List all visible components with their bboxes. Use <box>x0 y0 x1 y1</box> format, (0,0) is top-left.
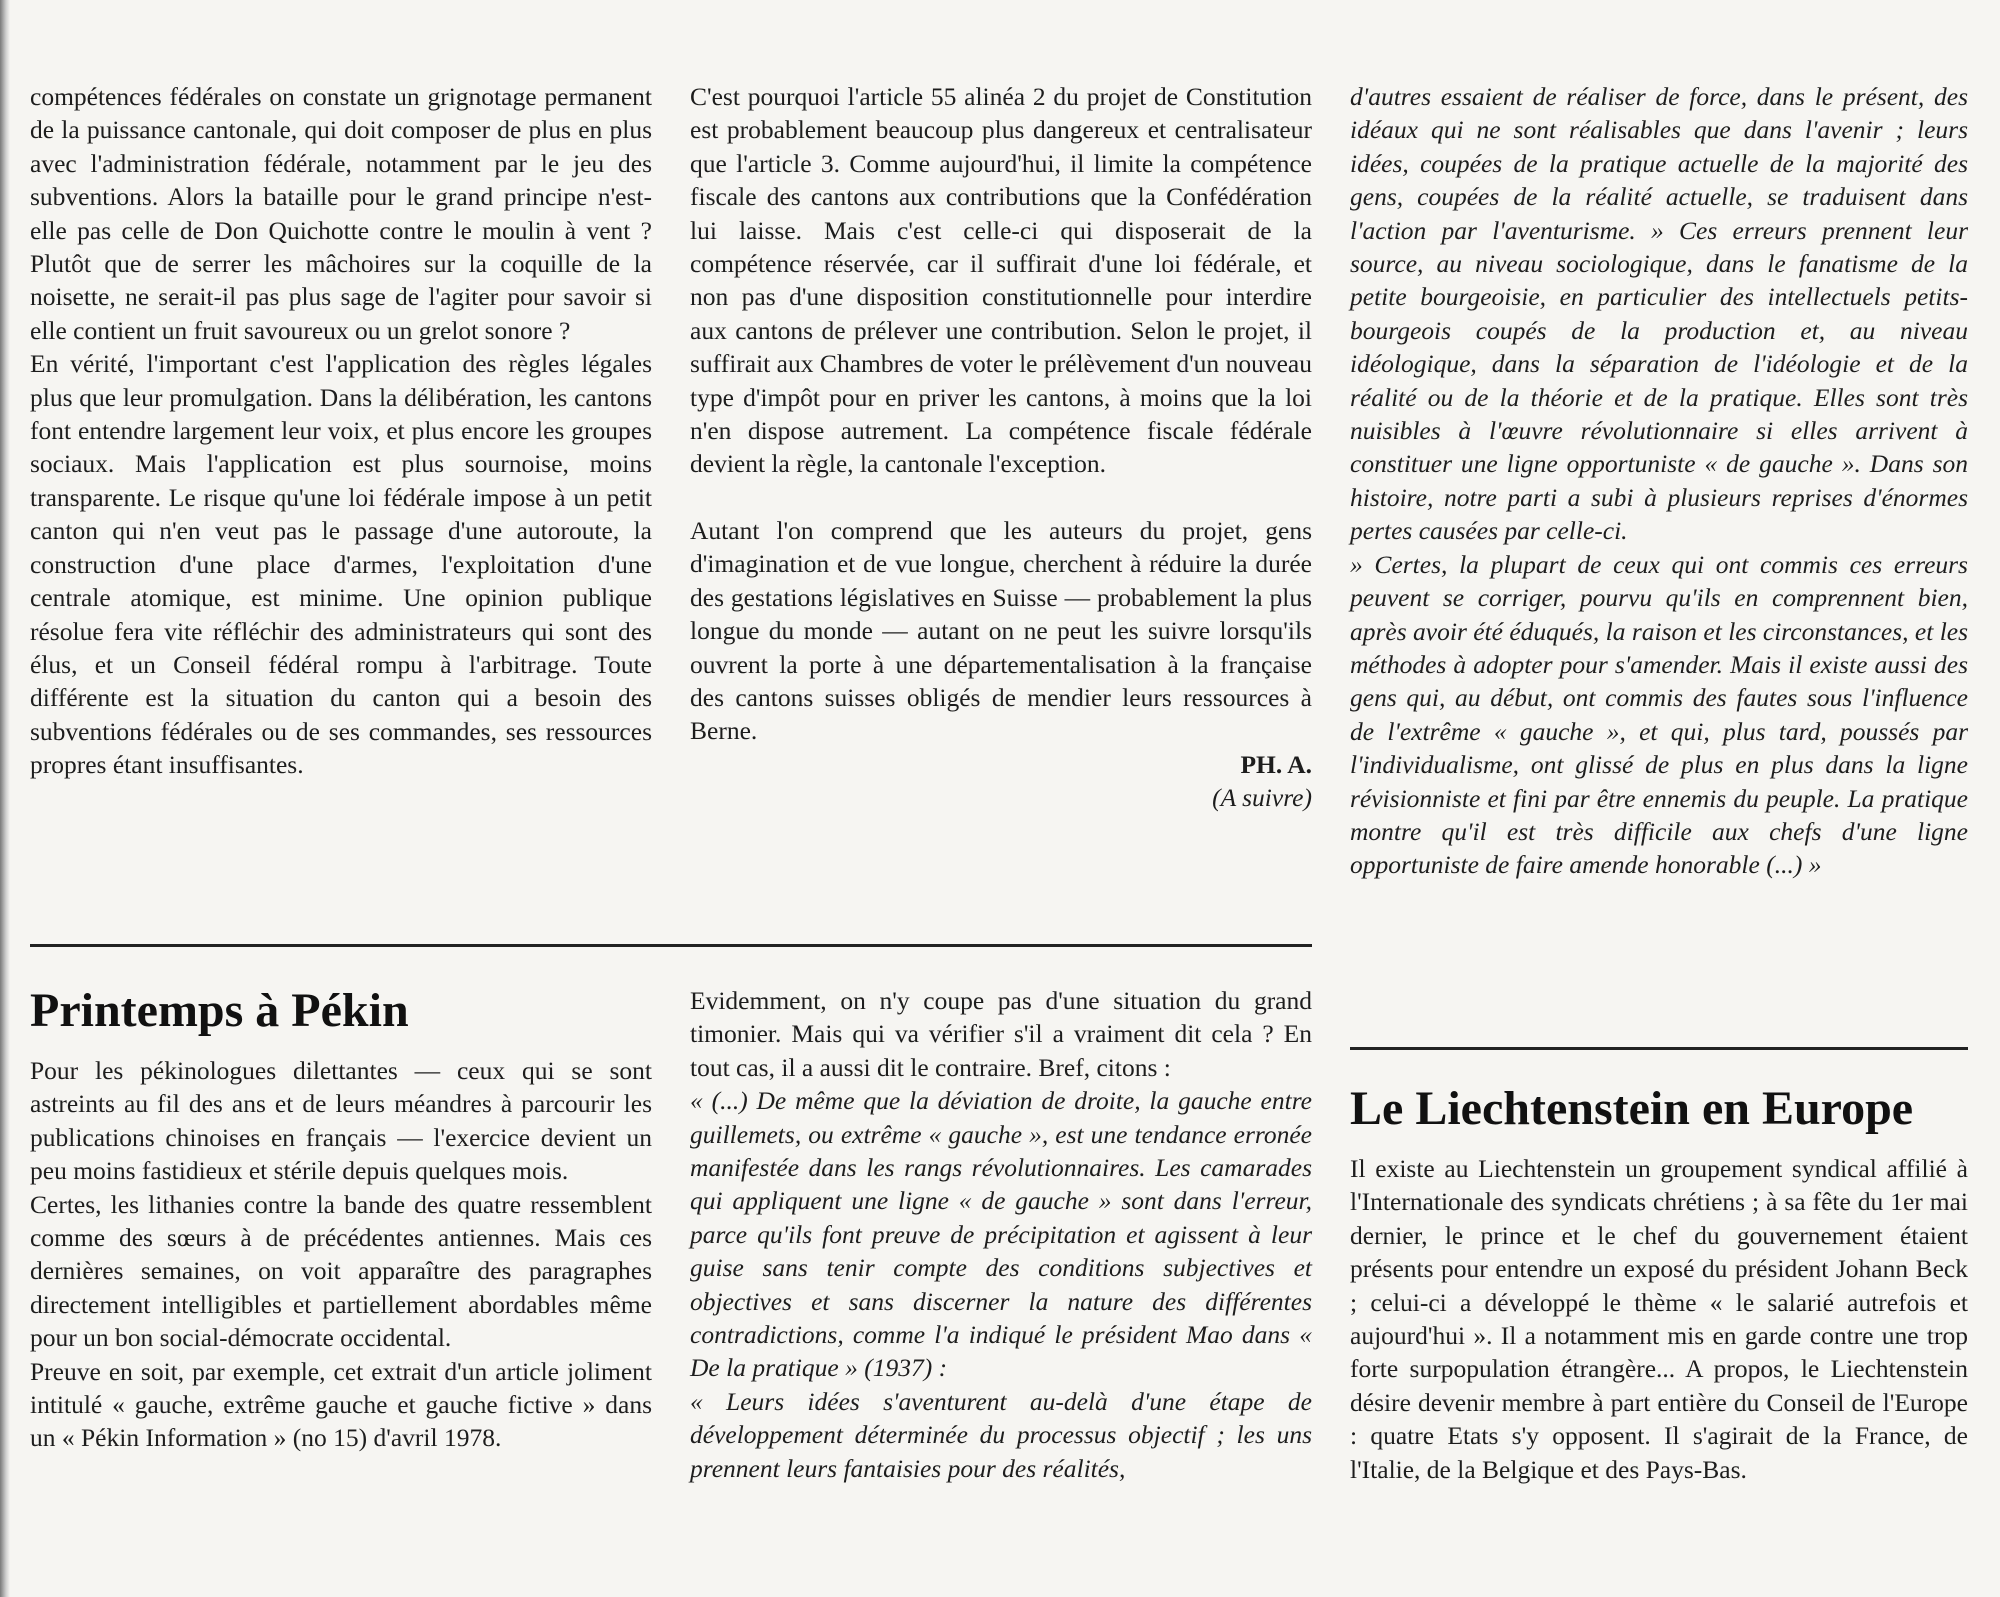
article2-paragraph: Certes, les lithanies contre la bande des quatre ressemblent comme des sœurs à de précédentes antiennes. Mais ces dernières semaines, on voit apparaître des paragraphes directement intelligibles et partiellement abordables même pour un bon social-démocrate occidental. <box>30 1189 652 1353</box>
article1-paragraph: compétences fédérales on constate un grignotage permanent de la puissance cantonale, qui doit composer de plus en plus avec l'administration fédérale, notamment par le jeu des subventions. Alors la bataille pour le grand principe n'est-elle pas celle de Don Quichotte contre le moulin à vent ? Plutôt que de serrer les mâchoires sur la coquille de la noisette, ne serait-il pas plus sage de l'agiter pour savoir si elle contient un fruit savoureux ou un grelot sonore ? <box>30 82 652 345</box>
author-signature: PH. A. <box>1240 749 1312 779</box>
article2-paragraph: Evidemment, on n'y coupe pas d'une situation du grand timonier. Mais qui va vérifier s'il a vraiment dit cela ? En tout cas, il a aussi dit le contraire. Bref, citons : <box>690 986 1312 1082</box>
page-edge-shadow <box>0 0 10 1597</box>
article3-headline: Le Liechtenstein en Europe <box>1350 1082 1914 1135</box>
article2-paragraph: Preuve en soit, par exemple, cet extrait d'un article joliment intitulé « gauche, extrême gauche et gauche fictive » dans un « Pékin Information » (no 15) d'avril 1978. <box>30 1356 652 1453</box>
article2-column-2 <box>690 984 1312 1485</box>
article2-column-3 <box>1350 80 1968 882</box>
article1-paragraph: En vérité, l'important c'est l'application des règles légales plus que leur promulgation. Dans la délibération, les cantons font entendre largement leur voix, et plus encore les groupes sociaux. Mais l'application est plus sournoise, moins transparente. Le risque qu'une loi fédérale impose à un petit canton qui n'en veut pas le passage d'une autoroute, la construction d'une place d'armes, l'exploitation d'une centrale atomique, est minime. Une opinion publique résolue fera vite réfléchir des administrateurs qui sont des élus, et un Conseil fédéral rompu à l'arbitrage. Toute différente est la situation du canton qui a besoin des subventions fédérales ou de ses commandes, ses ressources propres étant insuffisantes. <box>30 349 652 780</box>
article2-quote: « Leurs idées s'aventurent au-delà d'une étape de développement déterminée du processus objectif ; les uns prennent leurs fantaisies pour des réalités, <box>690 1386 1312 1483</box>
article1-column-2 <box>690 80 1312 815</box>
article3-column <box>1350 1080 1968 1486</box>
article2-column-1 <box>30 982 652 1455</box>
article1-signature-line <box>690 748 1312 781</box>
article1-paragraph: Autant l'on comprend que les auteurs du projet, gens d'imagination et de vue longue, cherchent à réduire la durée des gestations législatives en Suisse — probablement la plus longue du monde — autant on ne peut les suivre lorsqu'ils ouvrent la porte à une départementalisation à la française des cantons suisses obligés de mendier leurs ressources à Berne. <box>690 515 1312 746</box>
article1-paragraph: C'est pourquoi l'article 55 alinéa 2 du projet de Constitution est probablement beaucoup plus dangereux et centralisateur que l'article 3. Comme aujourd'hui, il limite la compétence fiscale des cantons aux contributions que la Confédération lui laisse. Mais c'est celle-ci qui disposerait de la compétence réservée, car il suffirait d'une loi fédérale, et non pas d'une disposition constitutionnelle pour interdire aux cantons de prélever une contribution. Selon le projet, il suffirait aux Chambres de voter le prélèvement d'un nouveau type d'impôt pour en priver les cantons, à moins que la loi n'en dispose autrement. La compétence fiscale fédérale devient la règle, la cantonale l'exception. <box>690 82 1312 479</box>
section-divider <box>1350 1047 1968 1050</box>
article2-quote: « (...) De même que la déviation de droite, la gauche entre guillemets, ou extrême « gauche », est une tendance erronée manifestée dans les rangs révolutionnaires. Les camarades qui appliquent une ligne « de gauche » sont dans l'erreur, parce qu'ils font preuve de précipitation et agissent à leur guise sans tenir compte des conditions subjectives et objectives et sans discerner la nature des différentes contradictions, comme l'a indiqué le président Mao dans « De la pratique » (1937) : <box>690 1086 1312 1383</box>
article2-paragraph: Pour les pékinologues dilettantes — ceux qui se sont astreints au fil des ans et de leurs méandres à parcourir les publications chinoises en français — l'exercice devient un peu moins fastidieux et stérile depuis quelques mois. <box>30 1056 652 1186</box>
to-be-continued: (A suivre) <box>1212 783 1312 813</box>
article3-paragraph: Il existe au Liechtenstein un groupement syndical affilié à l'Internationale des syndicats chrétiens ; à sa fête du 1er mai dernier, le prince et le chef du gouvernement étaient présents pour entendre un exposé du président Johann Beck ; celui-ci a développé le thème « le salarié autrefois et aujourd'hui ». Il a notamment mis en garde contre une trop forte surpopulation étrangère... A propos, le Liechtenstein désire devenir membre à part entière du Conseil de l'Europe : quatre Etats s'y opposent. Il s'agirait de la France, de l'Italie, de la Belgique et des Pays-Bas. <box>1350 1154 1968 1484</box>
section-divider <box>30 944 1312 947</box>
article2-quote: » Certes, la plupart de ceux qui ont commis ces erreurs peuvent se corriger, pourvu qu'ils en comprennent bien, après avoir été éduqués, la raison et les circonstances, et les méthodes à adopter pour s'amender. Mais il existe aussi des gens qui, au début, ont commis des fautes sous l'influence de l'extrême « gauche », et qui, plus tard, poussés par l'individualisme, ont glissé de plus en plus dans la ligne révisionniste et fini par être ennemis du peuple. La pratique montre qu'il est très difficile aux chefs d'une ligne opportuniste de faire amende honorable (...) » <box>1350 549 1969 880</box>
article1-column-1 <box>30 80 652 782</box>
article2-quote: d'autres essaient de réaliser de force, dans le présent, des idéaux qui ne sont réalisables que dans l'avenir ; leurs idées, coupées de la pratique actuelle de la majorité des gens, coupées de la réalité actuelle, se traduisent dans l'action par l'aventurisme. » Ces erreurs prennent leur source, au niveau sociologique, dans le fanatisme de la petite bourgeoisie, en particulier des intellectuels petits-bourgeois coupés de la production et, au niveau idéologique, dans la séparation de l'idéologie et de la réalité ou de la théorie et de la pratique. Elles sont très nuisibles à l'œuvre révolutionnaire si elles arrivent à constituer une ligne opportuniste « de gauche ». Dans son histoire, notre parti a subi à plusieurs reprises d'énormes pertes causées par celle-ci. <box>1350 82 1968 546</box>
article2-headline: Printemps à Pékin <box>30 984 409 1037</box>
